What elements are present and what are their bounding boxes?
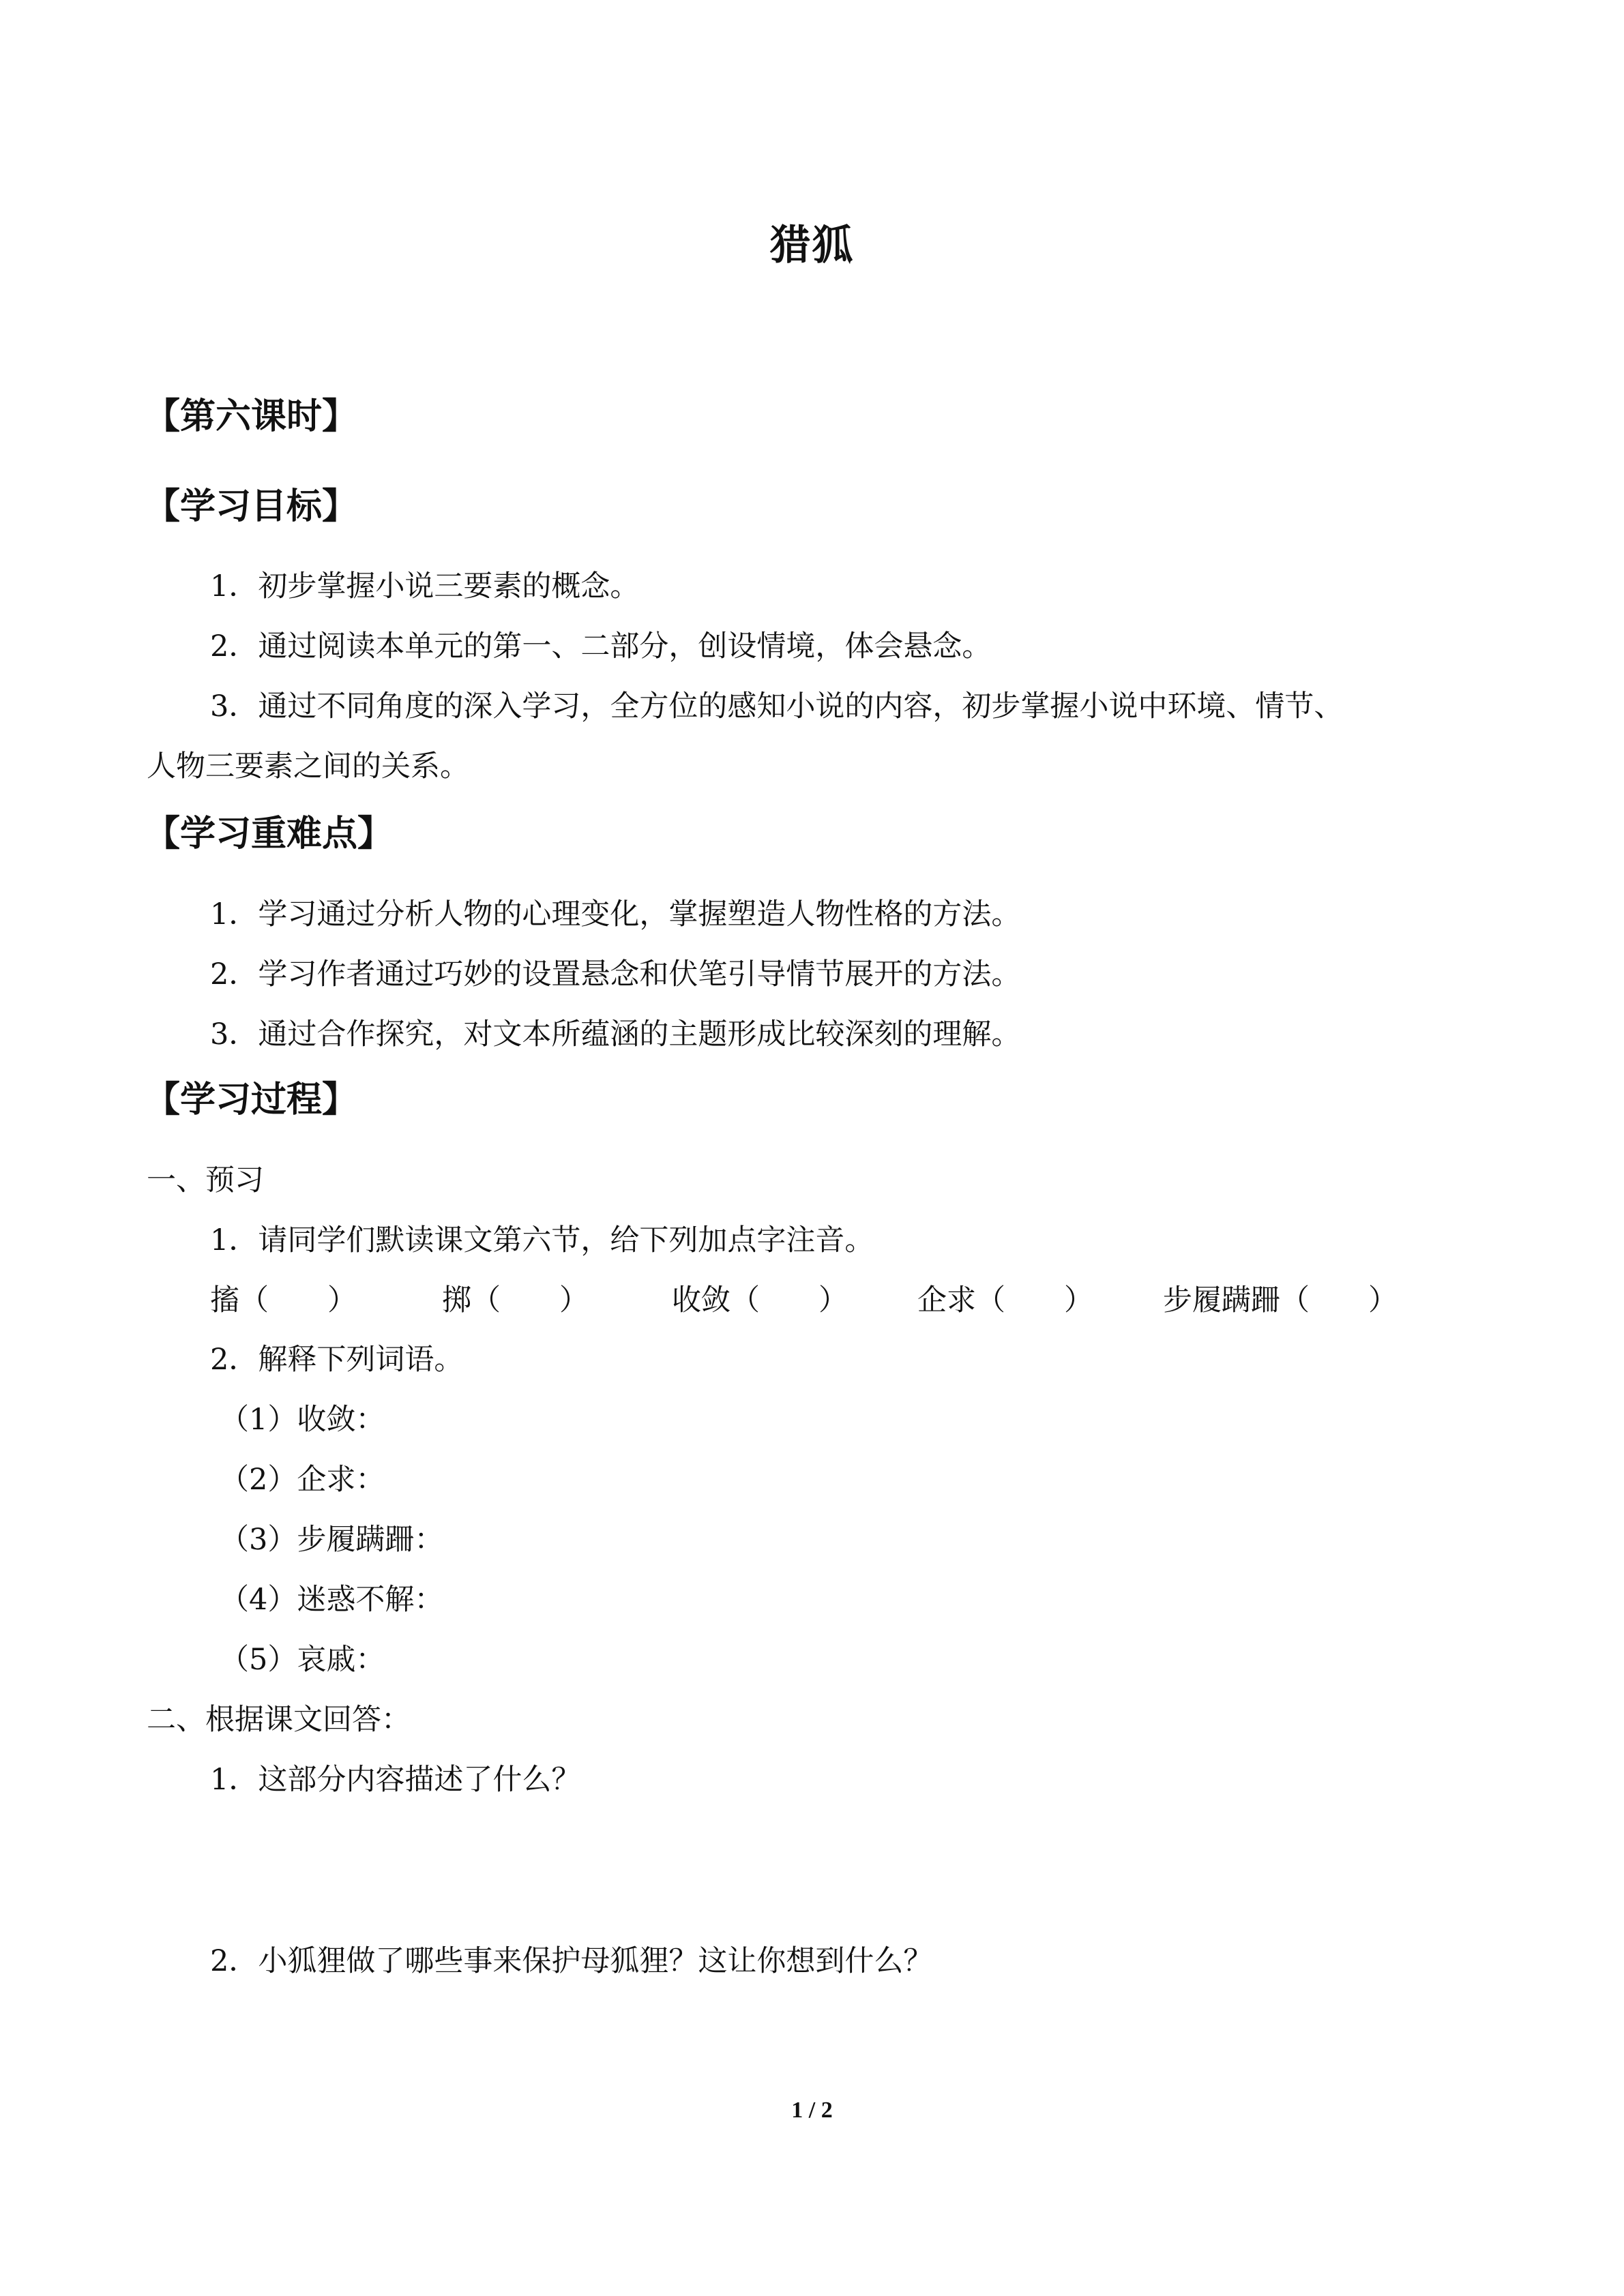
goal-item: 2．通过阅读本单元的第一、二部分，创设情境，体会悬念。 (210, 629, 992, 664)
answer-section-label: 二、根据课文回答： (147, 1703, 411, 1737)
answer-question-1: 1．这部分内容描述了什么？ (210, 1763, 581, 1797)
pinyin-item: 企求（ ） (917, 1283, 1093, 1317)
process-heading: 【学习过程】 (145, 1079, 358, 1120)
term-item: （4）迷惑不解： (220, 1583, 444, 1617)
pinyin-item: 搐（ ） (210, 1283, 357, 1317)
lesson-heading: 【第六课时】 (145, 396, 358, 437)
page-title: 猎狐 (769, 222, 855, 269)
term-item: （2）企求： (220, 1463, 385, 1497)
key-point-item: 2．学习作者通过巧妙的设置悬念和伏笔引导情节展开的方法。 (210, 957, 1021, 992)
page-number: 1 / 2 (791, 2098, 833, 2123)
key-point-item: 1．学习通过分析人物的心理变化，掌握塑造人物性格的方法。 (210, 897, 1021, 931)
pinyin-item: 步履蹒跚（ ） (1163, 1283, 1398, 1317)
preview-question-1: 1．请同学们默读课文第六节，给下列加点字注音。 (210, 1223, 874, 1257)
goal-item: 1．初步掌握小说三要素的概念。 (210, 569, 640, 603)
term-item: （5）哀戚： (220, 1643, 385, 1677)
goal-item: 3．通过不同角度的深入学习，全方位的感知小说的内容，初步掌握小说中环境、情节、 (210, 689, 1344, 724)
term-item: （3）步履蹒跚： (220, 1523, 444, 1557)
goal-item-continuation: 人物三要素之间的关系。 (147, 749, 469, 784)
term-item: （1）收敛： (220, 1403, 385, 1437)
pinyin-item: 收敛（ ） (672, 1283, 848, 1317)
goals-heading: 【学习目标】 (145, 486, 358, 527)
pinyin-item: 掷（ ） (442, 1283, 589, 1317)
preview-label: 一、预习 (147, 1163, 264, 1197)
answer-question-2: 2．小狐狸做了哪些事来保护母狐狸？这让你想到什么？ (210, 1944, 933, 1978)
preview-question-2: 2．解释下列词语。 (210, 1343, 464, 1377)
key-points-heading: 【学习重难点】 (145, 814, 394, 854)
key-point-item: 3．通过合作探究，对文本所蕴涵的主题形成比较深刻的理解。 (210, 1017, 1021, 1052)
